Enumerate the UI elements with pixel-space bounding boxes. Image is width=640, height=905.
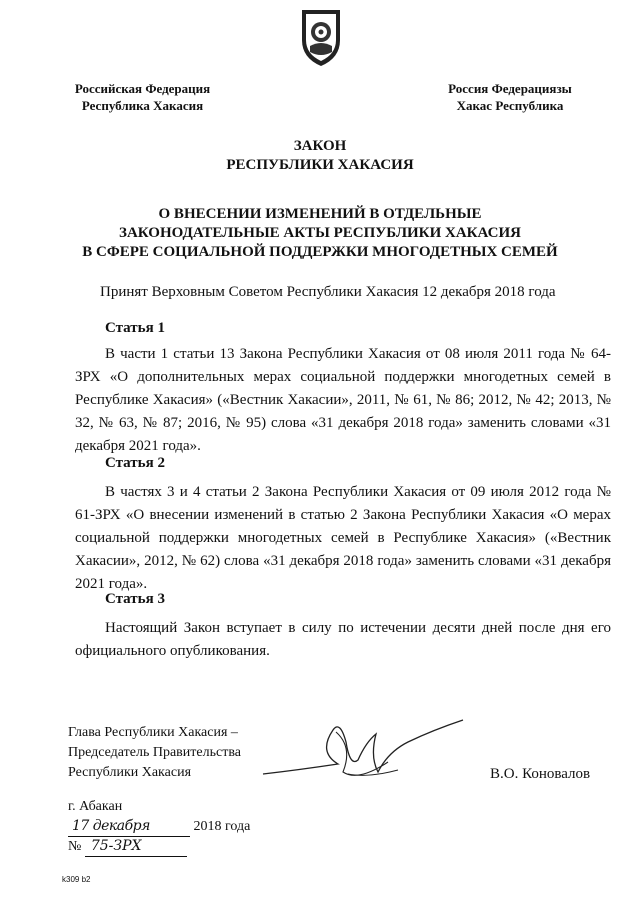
footer-code: k309 b2 bbox=[62, 875, 91, 884]
law-subject-line3: В СФЕРЕ СОЦИАЛЬНОЙ ПОДДЕРЖКИ МНОГОДЕТНЫХ СЕМЕЙ bbox=[82, 244, 558, 260]
article-3-heading: Статья 3 bbox=[105, 591, 165, 607]
adoption-statement: Принят Верховным Советом Республики Хакасия 12 декабря 2018 года bbox=[100, 284, 556, 300]
khakassia-coat-of-arms-icon bbox=[296, 6, 346, 68]
law-title-line1: ЗАКОН bbox=[293, 138, 347, 154]
law-title-line2: РЕСПУБЛИКИ ХАКАСИЯ bbox=[226, 157, 414, 173]
signing-date bbox=[68, 816, 250, 837]
handwritten-date: 17 декабря bbox=[68, 816, 190, 837]
number-prefix: № bbox=[68, 839, 82, 854]
header-left bbox=[55, 80, 230, 114]
law-subject bbox=[60, 205, 580, 262]
header-right-line1: Россия Федерациязы bbox=[448, 81, 572, 96]
date-year: 2018 года bbox=[193, 819, 251, 834]
header-left-line1: Российская Федерация bbox=[74, 81, 211, 96]
header-left-line2: Республика Хакасия bbox=[81, 98, 204, 113]
place: г. Абакан bbox=[68, 799, 123, 814]
article-2-heading: Статья 2 bbox=[105, 455, 165, 471]
article-1-text: В части 1 статьи 13 Закона Республики Хакасия от 08 июля 2011 года № 64-ЗРХ «О дополнительных мерах социальной поддержки многодетных семей в Республике Хакасия» («Вестник Хакасии», 2011, № 61, № 86; 2012, № 42; 2013, № 32, № 63, № 87; 2016, № 95) слова «31 декабря 2018 года» заменить словами «31 декабря 2021 года». bbox=[75, 346, 611, 454]
law-subject-line2: ЗАКОНОДАТЕЛЬНЫЕ АКТЫ РЕСПУБЛИКИ ХАКАСИЯ bbox=[119, 225, 521, 241]
law-number bbox=[68, 836, 187, 857]
handwritten-number: 75-ЗРХ bbox=[85, 836, 187, 857]
handwritten-signature bbox=[258, 712, 468, 792]
law-title bbox=[60, 137, 580, 175]
signatory-title-line1: Глава Республики Хакасия – bbox=[68, 725, 238, 740]
signatory-title-line2: Председатель Правительства bbox=[68, 745, 241, 760]
article-2-text: В частях 3 и 4 статьи 2 Закона Республики Хакасия от 09 июля 2012 года № 61-ЗРХ «О внесении изменений в статью 2 Закона Республики Хакасия «О мерах социальной поддержки многодетных семей в Республике Хакасия» («Вестник Хакасии», 2012, № 62) слова «31 декабря 2018 года» заменить словами «31 декабря 2021 года». bbox=[75, 484, 611, 592]
header-right bbox=[420, 80, 600, 114]
signatory-title-line3: Республики Хакасия bbox=[68, 765, 192, 780]
article-1-heading: Статья 1 bbox=[105, 320, 165, 336]
signatory-name: В.О. Коновалов bbox=[490, 766, 591, 782]
law-subject-line1: О ВНЕСЕНИИ ИЗМЕНЕНИЙ В ОТДЕЛЬНЫЕ bbox=[158, 206, 482, 222]
article-3-text: Настоящий Закон вступает в силу по истечении десяти дней после дня его официального опубликования. bbox=[75, 620, 611, 659]
header-right-line2: Хакас Республика bbox=[456, 98, 564, 113]
